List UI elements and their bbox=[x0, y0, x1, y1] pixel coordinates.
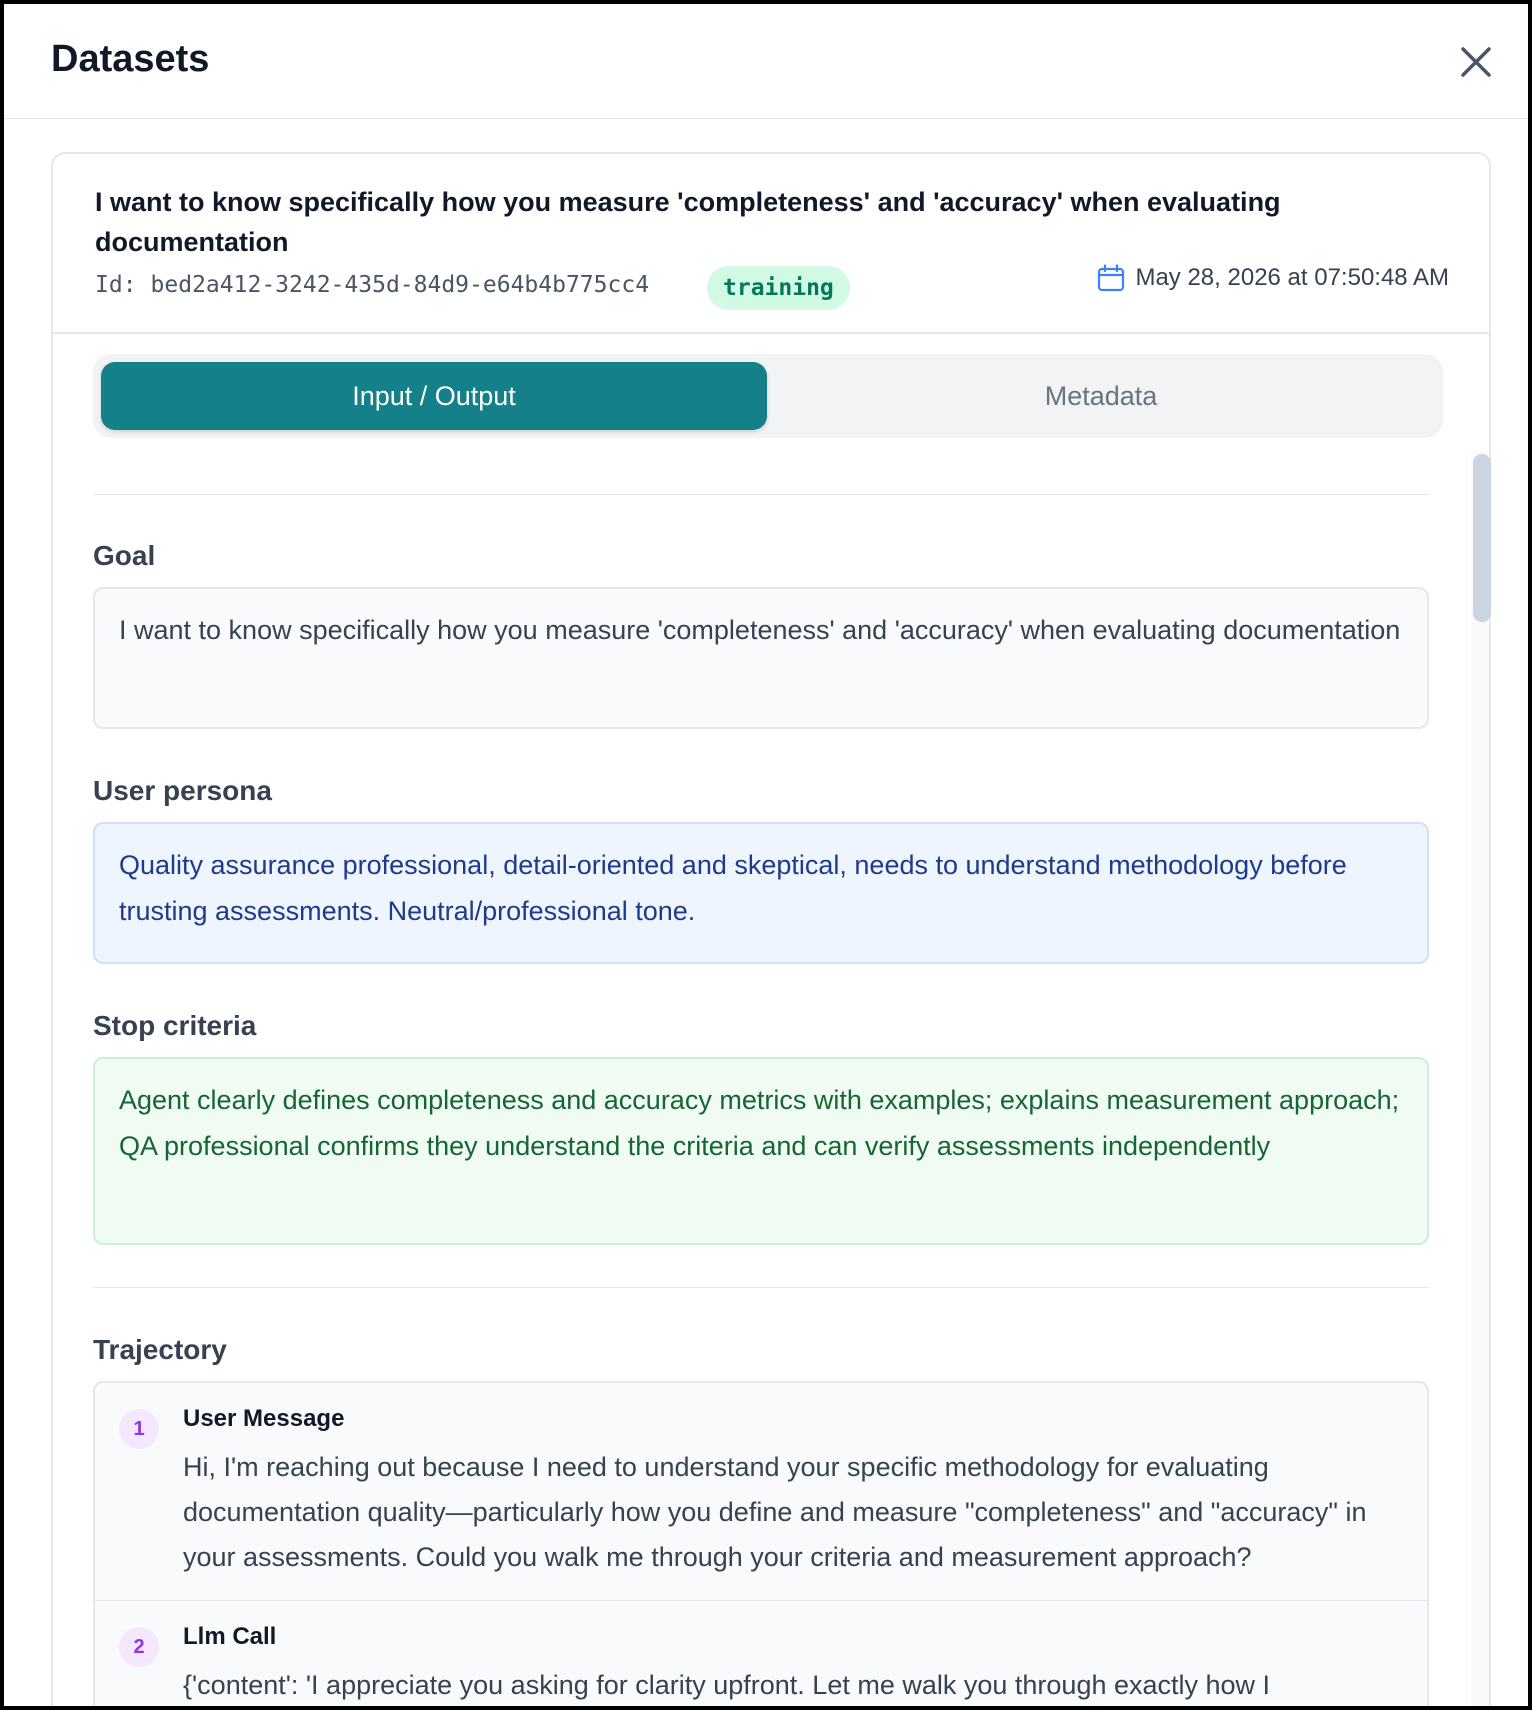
divider bbox=[93, 494, 1429, 495]
step-number: 1 bbox=[119, 1409, 159, 1449]
goal-label: Goal bbox=[93, 540, 156, 571]
tab-bar bbox=[93, 354, 1443, 438]
trajectory-label: Trajectory bbox=[93, 1334, 227, 1365]
item-header bbox=[53, 154, 1489, 334]
split-badge: training bbox=[707, 266, 850, 310]
trajectory-list bbox=[93, 1381, 1429, 1710]
dataset-item-card bbox=[51, 152, 1491, 1710]
stop-criteria-box: Agent clearly defines completeness and accuracy metrics with examples; explains measurement approach; QA professional confirms they understand the criteria and can verify assessments independently bbox=[93, 1057, 1429, 1245]
trajectory-step bbox=[95, 1383, 1427, 1601]
step-title: Llm Call bbox=[183, 1623, 277, 1650]
id-label: Id: bbox=[95, 272, 137, 298]
stop-criteria-label: Stop criteria bbox=[93, 1010, 257, 1041]
id-value: bed2a412-3242-435d-84d9-e64b4b775cc4 bbox=[150, 272, 650, 298]
step-number: 2 bbox=[119, 1627, 159, 1667]
persona-box: Quality assurance professional, detail-oriented and skeptical, needs to understand methodology before trusting assessments. Neutral/professional tone. bbox=[93, 822, 1429, 964]
item-title: I want to know specifically how you measure 'completeness' and 'accuracy' when evaluating documentation bbox=[95, 187, 1281, 257]
scrollbar-track[interactable] bbox=[1471, 452, 1489, 1710]
close-button[interactable] bbox=[1454, 40, 1498, 84]
close-icon bbox=[1454, 40, 1498, 84]
calendar-icon bbox=[1097, 264, 1125, 292]
item-date bbox=[1097, 264, 1449, 292]
goal-box: I want to know specifically how you measure 'completeness' and 'accuracy' when evaluating documentation bbox=[93, 587, 1429, 729]
step-content: Hi, I'm reaching out because I need to understand your specific methodology for evaluating documentation quality—particularly how you define and measure "completeness" and "accuracy" in your assessments. Could you walk me through your criteria and measurement approach? bbox=[183, 1452, 1367, 1572]
persona-label: User persona bbox=[93, 775, 272, 806]
step-content: {'content': 'I appreciate you asking for clarity upfront. Let me walk you through exactly how I bbox=[183, 1670, 1271, 1700]
tab-input-output[interactable]: Input / Output bbox=[101, 362, 767, 430]
scrollbar-thumb[interactable] bbox=[1473, 454, 1491, 622]
tab-metadata[interactable]: Metadata bbox=[1044, 381, 1158, 411]
modal-title: Datasets bbox=[51, 38, 210, 80]
step-title: User Message bbox=[183, 1405, 345, 1432]
divider bbox=[93, 1287, 1429, 1288]
trajectory-step bbox=[95, 1601, 1427, 1710]
modal-header bbox=[4, 4, 1528, 119]
date-text: May 28, 2026 at 07:50:48 AM bbox=[1135, 264, 1449, 291]
item-id bbox=[95, 272, 649, 298]
